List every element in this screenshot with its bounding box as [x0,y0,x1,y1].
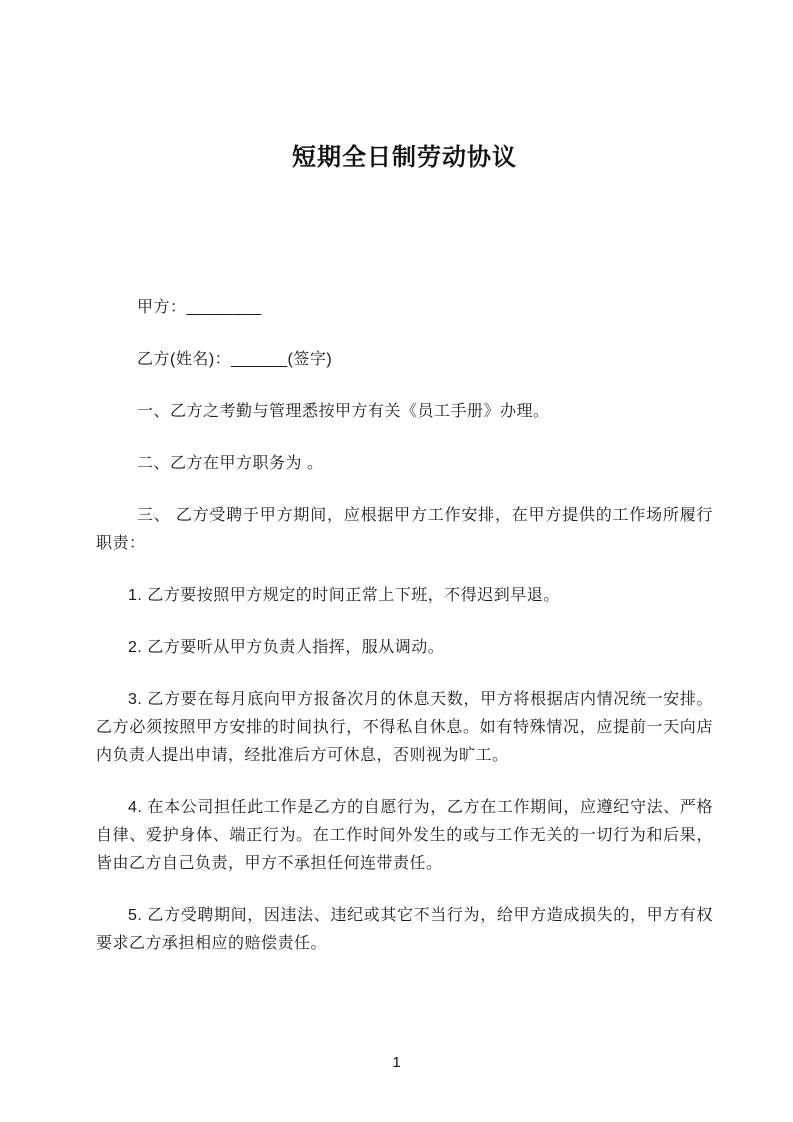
paragraph-item-3: 3. 乙方要在每月底向甲方报备次月的休息天数，甲方将根据店内情况统一安排。乙方必须按照甲方安排的时间执行，不得私自休息。如有特殊情况，应提前一天向店内负责人提出申请，经批准后方可休息，否则视为旷工。 [96,691,713,764]
paragraph-party-b: 乙方(姓名)：______(签字) [137,351,333,368]
paragraph-party-a: 甲方：________ [137,299,262,316]
page-number: 1 [392,1054,401,1071]
paragraph-item-4: 4. 在本公司担任此工作是乙方的自愿行为，乙方在工作期间，应遵纪守法、严格自律、爱护身体、端正行为。在工作时间外发生的或与工作无关的一切行为和后果，皆由乙方自己负责，甲方不承担任何连带责任。 [96,799,713,872]
paragraph-clause-1: 一、乙方之考勤与管理悉按甲方有关《员工手册》办理。 [137,403,550,420]
paragraph-item-2: 2. 乙方要听从甲方负责人指挥，服从调动。 [128,639,445,656]
paragraph-clause-2: 二、乙方在甲方职务为 。 [137,455,324,472]
document-title: 短期全日制劳动协议 [292,144,517,171]
paragraph-clause-3: 三、 乙方受聘于甲方期间，应根据甲方工作安排，在甲方提供的工作场所履行职责： [96,507,713,552]
paragraph-item-5: 5. 乙方受聘期间，因违法、违纪或其它不当行为，给甲方造成损失的，甲方有权要求乙方承担相应的赔偿责任。 [96,907,713,952]
paragraph-item-1: 1. 乙方要按照甲方规定的时间正常上下班，不得迟到早退。 [128,587,560,604]
